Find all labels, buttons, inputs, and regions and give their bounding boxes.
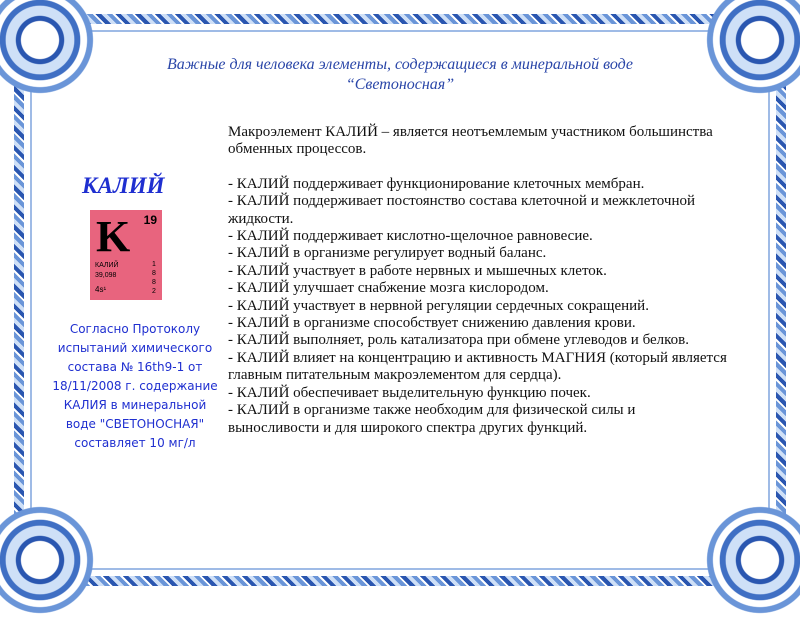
shell: 2 xyxy=(152,288,156,295)
fact-item: - КАЛИЙ поддерживает кислотно-щелочное равновесие. xyxy=(228,228,593,245)
electron-config: 4s¹ xyxy=(95,285,107,294)
shell: 1 xyxy=(152,261,156,268)
fact-item: - КАЛИЙ в организме способствует снижению давления крови. xyxy=(228,315,636,332)
fact-item: - КАЛИЙ выполняет, роль катализатора при обмене углеводов и белков. xyxy=(228,332,690,349)
facts-text xyxy=(228,124,728,437)
fact-item: - КАЛИЙ участвует в нервной регуляции сердечных сокращений. xyxy=(228,297,649,314)
atomic-number: 19 xyxy=(143,213,157,227)
fact-item: - КАЛИЙ обеспечивает выделительную функцию почек. xyxy=(228,384,591,401)
protocol-note: Согласно Протоколу испытаний химического состава № 16th9-1 от 18/11/2008 г. содержание КАЛИЯ в минеральной воде "СВЕТОНОСНАЯ" составляет 10 мг/л xyxy=(52,322,218,450)
tile-element-name: КАЛИЙ xyxy=(95,262,119,269)
element-name: КАЛИЙ xyxy=(82,173,165,198)
fact-item: - КАЛИЙ влияет на концентрацию и активность МАГНИЯ (который является главным питательным макроэлементом для сердца). xyxy=(228,349,727,384)
fact-item: - КАЛИЙ поддерживает постоянство состава клеточной и межклеточной жидкости. xyxy=(228,193,695,227)
fact-item: - КАЛИЙ в организме регулирует водный баланс. xyxy=(228,245,547,262)
fact-item: - КАЛИЙ улучшает снабжение мозга кислородом. xyxy=(228,280,549,297)
element-symbol: K xyxy=(96,212,131,261)
fact-item: - КАЛИЙ участвует в работе нервных и мышечных клеток. xyxy=(228,262,607,279)
periodic-table-tile xyxy=(90,210,162,300)
page-title: Важные для человека элементы, содержащиеся в минеральной воде “Светоносная” xyxy=(166,56,634,93)
atomic-mass: 39,098 xyxy=(95,272,117,279)
fact-item: - КАЛИЙ поддерживает функционирование клеточных мембран. xyxy=(228,175,645,192)
electron-shells xyxy=(150,260,158,296)
shell: 8 xyxy=(152,270,156,277)
fact-item: - КАЛИЙ в организме также необходим для физической силы и выносливости и для широкого спектра других функций. xyxy=(228,402,636,436)
shell: 8 xyxy=(152,279,156,286)
intro-paragraph: Макроэлемент КАЛИЙ – является неотъемлемым участником большинства обменных процессов. xyxy=(228,124,713,158)
